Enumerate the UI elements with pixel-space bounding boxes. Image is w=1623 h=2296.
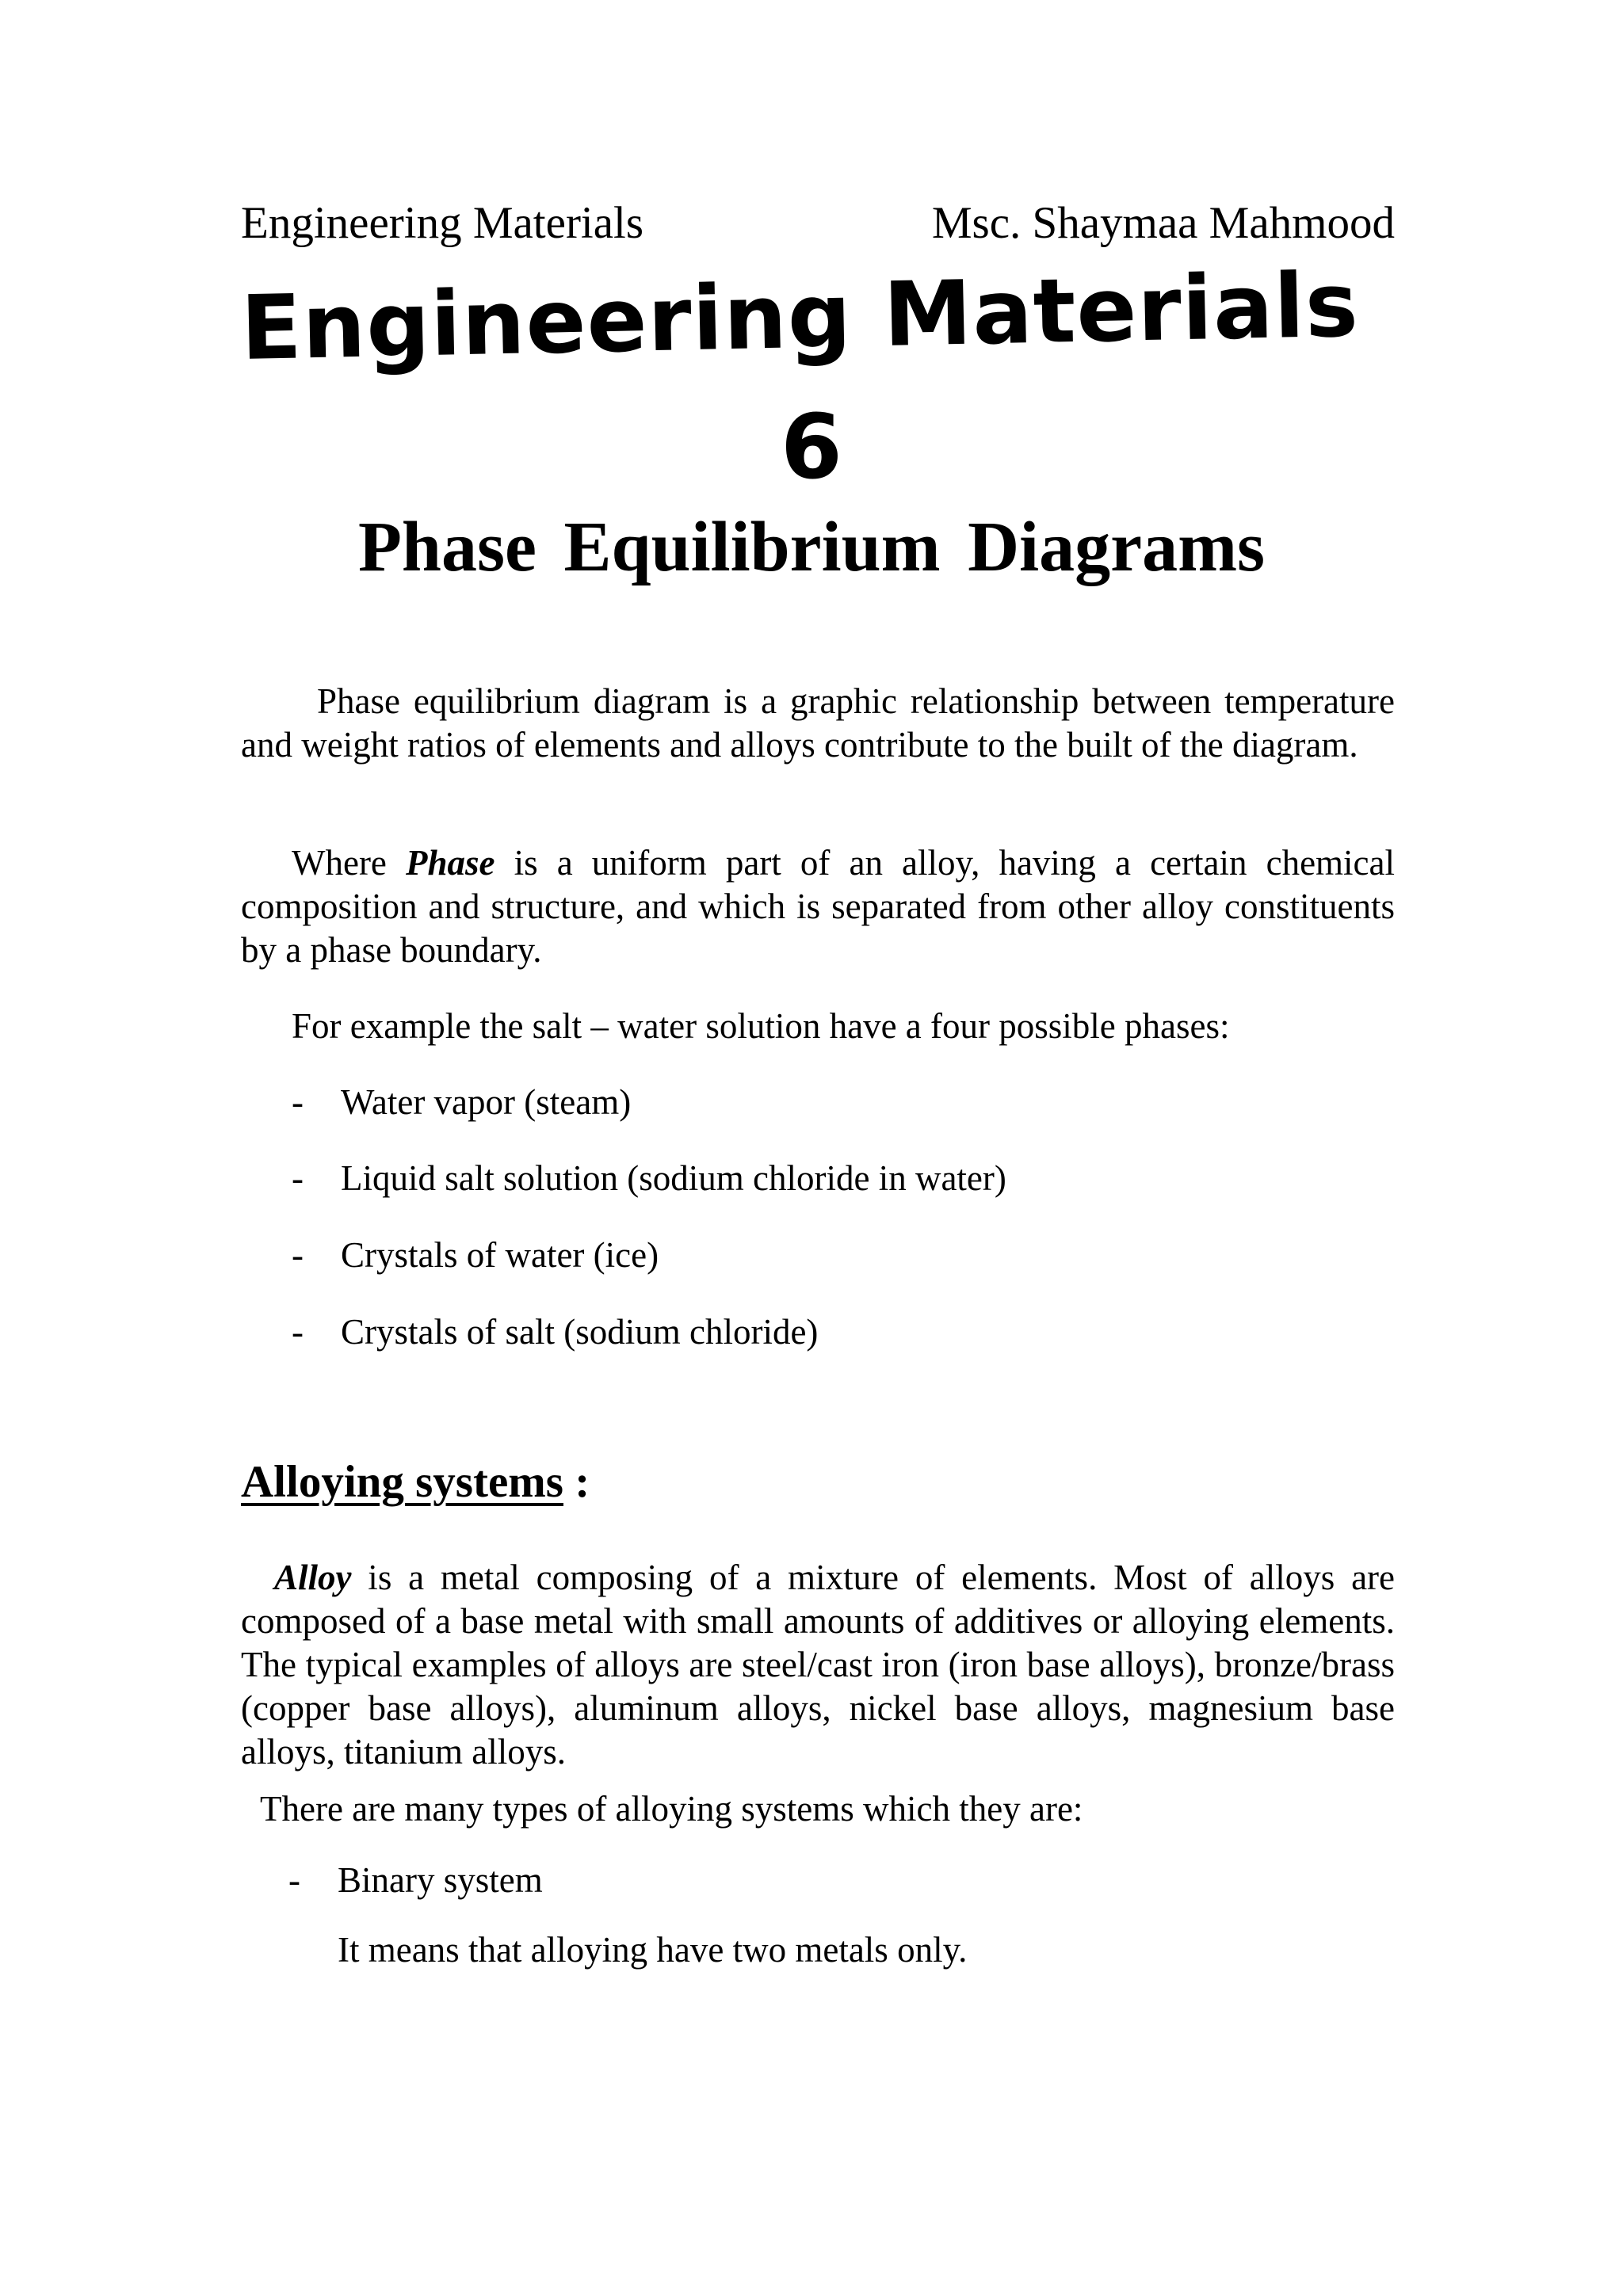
- list-item: [288, 1859, 543, 1902]
- bullet-dash: -: [292, 1235, 304, 1275]
- intro-paragraph: Phase equilibrium diagram is a graphic relationship between temperature and weight ratios of elements and alloys contribute to the built of the diagram.: [241, 681, 1395, 765]
- bullet-dash: -: [292, 1082, 304, 1122]
- running-header: [241, 192, 1395, 255]
- section-heading-text: Alloying systems: [241, 1457, 563, 1507]
- list-item-text: Crystals of salt (sodium chloride): [341, 1312, 819, 1352]
- header-author: Msc. Shaymaa Mahmood: [931, 198, 1395, 248]
- bullet-dash: -: [292, 1312, 304, 1352]
- list-item-text: Binary system: [338, 1860, 543, 1900]
- phase-definition-text: is a uniform part of an alloy, having a certain chemical composition and structure, and which is separated from other alloy constituents by a phase boundary.: [241, 843, 1395, 970]
- list-item-text: Crystals of water (ice): [341, 1235, 659, 1275]
- list-item-text: Water vapor (steam): [341, 1082, 632, 1122]
- example-paragraph: For example the salt – water solution have a four possible phases:: [292, 1006, 1230, 1046]
- chapter-subtitle: Phase Equilibrium Diagrams: [357, 508, 1266, 586]
- list-item: [292, 1081, 631, 1124]
- chapter-number: 6: [781, 396, 842, 499]
- phase-term: Phase: [406, 843, 495, 883]
- list-item-text: Liquid salt solution (sodium chloride in water): [341, 1158, 1006, 1198]
- document-title: Engineering Materials: [239, 254, 1360, 380]
- bullet-dash: -: [292, 1158, 304, 1198]
- phase-definition-paragraph: [241, 841, 1395, 972]
- alloy-term: Alloy: [274, 1558, 352, 1597]
- alloy-definition-paragraph: [241, 1556, 1395, 1774]
- bullet-dash: -: [288, 1860, 300, 1900]
- section-heading: [241, 1455, 590, 1510]
- section-heading-suffix: :: [563, 1457, 590, 1507]
- header-course-title: Engineering Materials: [241, 198, 644, 248]
- list-item: [292, 1310, 818, 1354]
- alloy-definition-text: is a metal composing of a mixture of elements. Most of alloys are composed of a base metal with small amounts of additives or alloying elements. The typical examples of alloys are steel/cast iron (iron base alloys), bronze/brass (copper base alloys), aluminum alloys, nickel base alloys, magnesium base alloys, titanium alloys.: [241, 1558, 1395, 1772]
- binary-system-note: It means that alloying have two metals only.: [338, 1930, 968, 1970]
- list-item: [292, 1234, 659, 1277]
- alloying-types-intro: There are many types of alloying systems which they are:: [260, 1789, 1083, 1829]
- list-item: [292, 1157, 1006, 1200]
- phase-definition-prefix: Where: [292, 843, 406, 883]
